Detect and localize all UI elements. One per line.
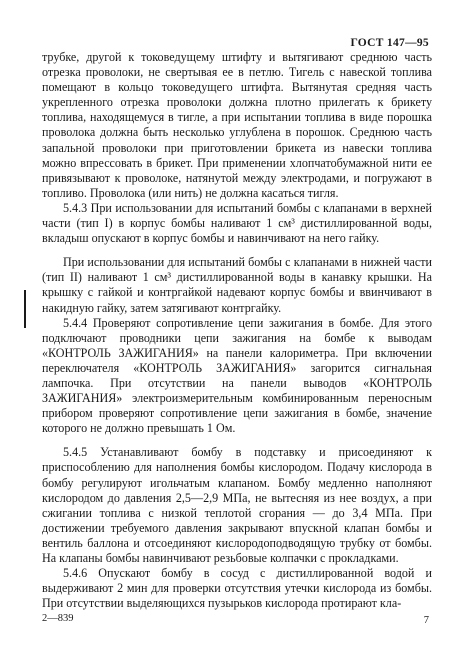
paragraph-5-4-5: 5.4.5 Устанавливают бомбу в подставку и присоединяют к приспособлению для наполнения бомбы кислородом. Подачу кислорода в бомбу регулируют игольчатым клапаном. Бомбу медленно наполняют кислородом до давления 2,5—2,9 МПа, не вытесняя из нее воздух, а при сжигании топлива с низкой теплотой сгорания — до 3,4 МПа. При достижении требуемого давления закрывают впускной клапан бомбы и вентиль баллона и отсоединяют кислородоподводящую трубку от бомбы. На клапаны бомбы навинчивают резьбовые колпачки с прокладками.: [42, 445, 432, 565]
paragraph-type-ii: При использовании для испытаний бомбы с клапанами в нижней части (тип II) наливают 1 см³ дистиллированной воды в канавку крышки. На крышку с гайкой и контргайкой надевают корпус бомбы и ввинчивают в накидную гайку, затем затягивают контргайку.: [42, 255, 432, 315]
margin-revision-mark: [24, 290, 26, 328]
page-number: 7: [423, 615, 429, 626]
paragraph-5-4-3: 5.4.3 При использовании для испытаний бомбы с клапанами в верхней части (тип I) в корпус бомбы наливают 1 см³ дистиллированной воды, вкладыш опускают в корпус бомбы и навинчивают на него гайку.: [42, 200, 432, 246]
paragraph-5-4-4: 5.4.4 Проверяют сопротивление цепи зажигания в бомбе. Для этого подключают проводники цепи зажигания на бомбе к выводам «КОНТРОЛЬ ЗАЖИГАНИЯ» на панели калориметра. При включении переключателя «КОНТРОЛЬ ЗАЖИГАНИЯ» загорится сигнальная лампочка. При отсутствии на панели выводов «КОНТРОЛЬ ЗАЖИГАНИЯ» электроизмерительным комбинированным переносным прибором проверяют сопротивление цепи зажигания в бомбе, значение которого не должно превышать 1 Ом.: [42, 315, 432, 436]
paragraph-wire-continuation: трубке, другой к токоведущему штифту и вытягивают среднюю часть отрезка проволоки, не свертывая ее в петлю. Тигель с навеской топлива помещают в кольцо токоведущего штифта. Вытянутая средняя часть укрепленного отрезка проволоки должна плотно прилегать к брикету топлива, находящемуся в тигле, а при испытании топлива в виде порошка проволока должна быть несколько углублена в порошок. Среднюю часть запальной проволоки при приготовлении брикета из навески топлива можно впрессовать в брикет. При применении хлопчатобумажной нити ее привязывают к проволоке, натянутой между электродами, и погружают в топливо. Проволока (или нить) не должна касаться тигля.: [42, 50, 432, 200]
sheet-signature: 2—839: [42, 613, 74, 624]
standard-header: ГОСТ 147—95: [350, 37, 429, 49]
paragraph-5-4-6: 5.4.6 Опускают бомбу в сосуд с дистиллированной водой и выдерживают 2 мин для проверки отсутствия утечки кислорода из бомбы. При отсутствии выделяющихся пузырьков кислорода протирают кла-: [42, 566, 432, 611]
body-text: [42, 50, 432, 611]
